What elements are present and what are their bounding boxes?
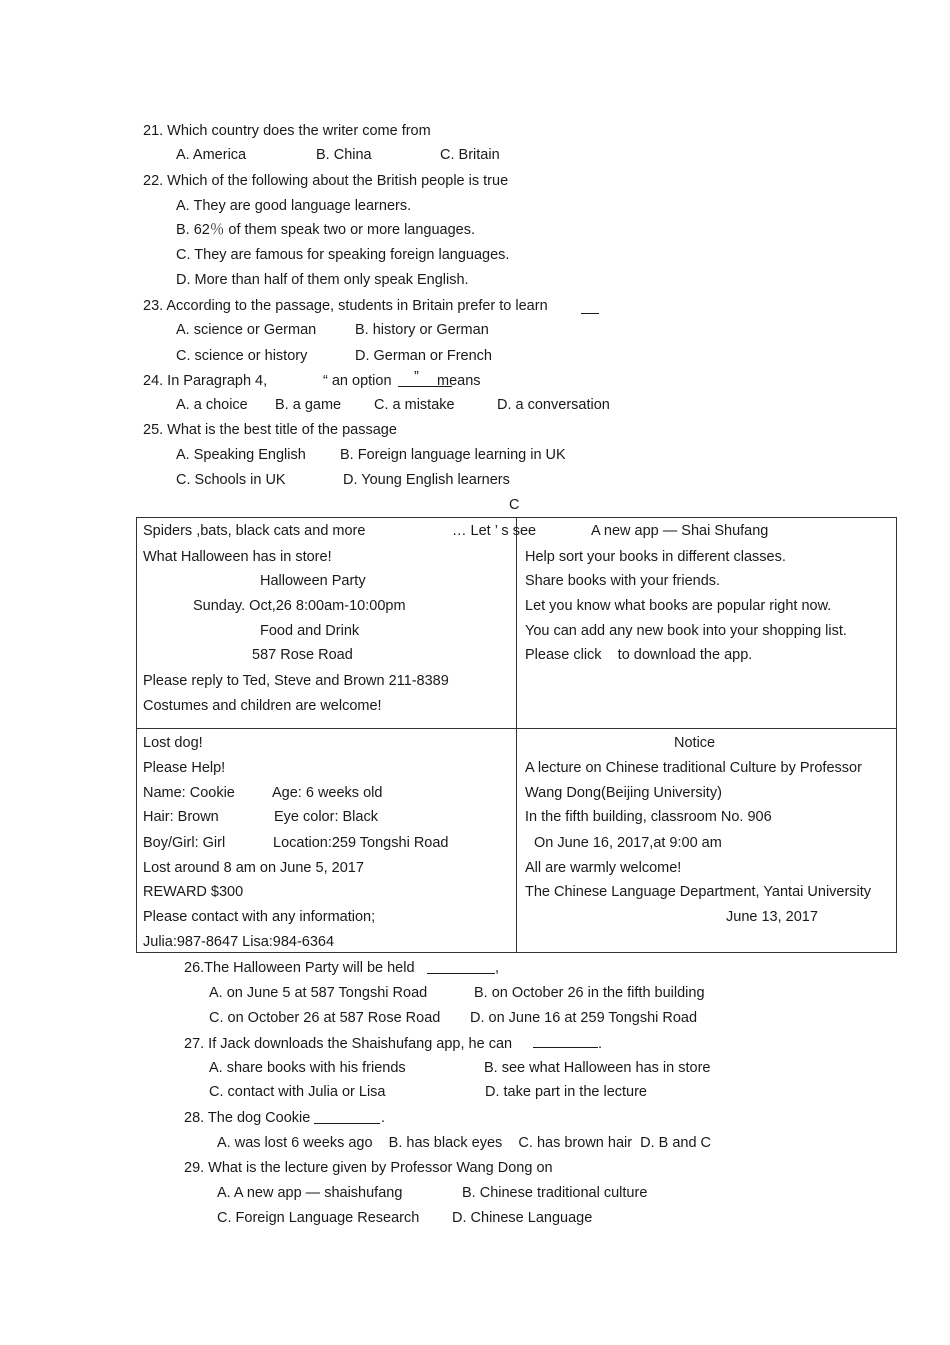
dog-eye: Eye color: Black [274,809,378,825]
section-c-label: C [509,497,520,513]
q29-option-a: A. A new app — shaishufang [217,1185,403,1201]
q23-option-a: A. science or German [176,322,317,338]
app-line4: You can add any new book into your shopping list. [525,623,847,639]
halloween-address: 587 Rose Road [252,647,353,663]
q26-stem: 26.The Halloween Party will be held [184,960,415,976]
q23-option-b: B. history or German [355,322,489,338]
q27-answer-blank [533,1033,598,1048]
q22-option-b: B. 62％ of them speak two or more languages. [176,222,476,238]
q24-option-d: D. a conversation [497,397,610,413]
dog-hair: Hair: Brown [143,809,219,825]
notice-title: Notice [674,735,716,751]
q29-option-d: D. Chinese Language [452,1210,593,1226]
q28-tail: . [381,1110,386,1126]
q25-option-c: C. Schools in UK [176,472,286,488]
q21-stem: 21. Which country does the writer come from [143,123,431,139]
halloween-title: Halloween Party [260,573,366,589]
app-line5: Please click to download the app. [525,647,753,663]
dog-name: Name: Cookie [143,785,235,801]
q23-option-c: C. science or history [176,348,308,364]
q28-answer-blank [314,1109,380,1124]
q23-answer-blank [581,299,599,314]
q23-stem: 23. According to the passage, students in Britain prefer to learn [143,298,548,314]
q22-option-d: D. More than half of them only speak English. [176,272,469,288]
dog-phones: Julia:987-8647 Lisa:984-6364 [143,934,335,950]
notice-line1: A lecture on Chinese traditional Culture by Professor [525,760,862,776]
q27-option-d: D. take part in the lecture [485,1084,647,1100]
q23-option-d: D. German or French [355,348,492,364]
halloween-food: Food and Drink [260,623,360,639]
q24-stem-quote: “ an option [323,373,392,389]
dog-lost: Lost around 8 am on June 5, 2017 [143,860,364,876]
q24-stem-close-quote: ” [414,369,419,385]
q21-option-a: A. America [176,147,247,163]
q25-option-a: A. Speaking English [176,447,306,463]
q27-stem: 27. If Jack downloads the Shaishufang app, he can [184,1036,513,1052]
dog-age: Age: 6 weeks old [272,785,383,801]
q27-option-c: C. contact with Julia or Lisa [209,1084,386,1100]
q29-option-b: B. Chinese traditional culture [462,1185,648,1201]
table-horizontal-divider [136,728,897,729]
table-vertical-divider [516,517,517,953]
q24-option-c: C. a mistake [374,397,455,413]
halloween-date: Sunday. Oct,26 8:00am-10:00pm [193,598,406,614]
q26-option-b: B. on October 26 in the fifth building [474,985,705,1001]
halloween-welcome: Costumes and children are welcome! [143,698,382,714]
q27-option-a: A. share books with his friends [209,1060,406,1076]
q24-option-b: B. a game [275,397,342,413]
notice-date: June 13, 2017 [726,909,818,925]
app-line3: Let you know what books are popular right now. [525,598,832,614]
dog-contact: Please contact with any information; [143,909,376,925]
halloween-line1: Spiders ,bats, black cats and more [143,523,366,539]
q28-options: A. was lost 6 weeks ago B. has black eyes C. has brown hair D. B and C [217,1135,712,1151]
q29-stem: 29. What is the lecture given by Professor Wang Dong on [184,1160,553,1176]
q26-option-c: C. on October 26 at 587 Rose Road [209,1010,441,1026]
q25-option-d: D. Young English learners [343,472,510,488]
dog-line2: Please Help! [143,760,226,776]
q27-option-b: B. see what Halloween has in store [484,1060,711,1076]
q21-option-c: C. Britain [440,147,500,163]
notice-line6: The Chinese Language Department, Yantai University [525,884,872,900]
app-line1: Help sort your books in different classes. [525,549,786,565]
q22-stem: 22. Which of the following about the British people is true [143,173,509,189]
notice-line4: On June 16, 2017,at 9:00 am [534,835,722,851]
q25-option-b: B. Foreign language learning in UK [340,447,566,463]
q27-tail: . [598,1036,603,1052]
halloween-reply: Please reply to Ted, Steve and Brown 211-8389 [143,673,449,689]
app-line2: Share books with your friends. [525,573,721,589]
q29-option-c: C. Foreign Language Research [217,1210,420,1226]
app-title: A new app — Shai Shufang [591,523,769,539]
dog-location: Location:259 Tongshi Road [273,835,449,851]
q25-stem: 25. What is the best title of the passage [143,422,397,438]
q24-stem-start: 24. In Paragraph 4, [143,373,268,389]
dog-sex: Boy/Girl: Girl [143,835,226,851]
q26-answer-blank [427,959,495,974]
dog-reward: REWARD $300 [143,884,244,900]
q26-option-a: A. on June 5 at 587 Tongshi Road [209,985,428,1001]
notice-line3: In the fifth building, classroom No. 906 [525,809,772,825]
q22-option-a: A. They are good language learners. [176,198,412,214]
q24-option-a: A. a choice [176,397,248,413]
q22-option-c: C. They are famous for speaking foreign languages. [176,247,510,263]
halloween-line2: What Halloween has in store! [143,549,332,565]
q26-option-d: D. on June 16 at 259 Tongshi Road [470,1010,698,1026]
q26-tail: , [495,960,500,976]
dog-line1: Lost dog! [143,735,203,751]
q28-stem: 28. The dog Cookie [184,1110,311,1126]
notice-line2: Wang Dong(Beijing University) [525,785,722,801]
halloween-lets-see: … Let ’ s see [452,523,537,539]
q24-stem-end: means [437,373,481,389]
notice-line5: All are warmly welcome! [525,860,682,876]
q21-option-b: B. China [316,147,372,163]
